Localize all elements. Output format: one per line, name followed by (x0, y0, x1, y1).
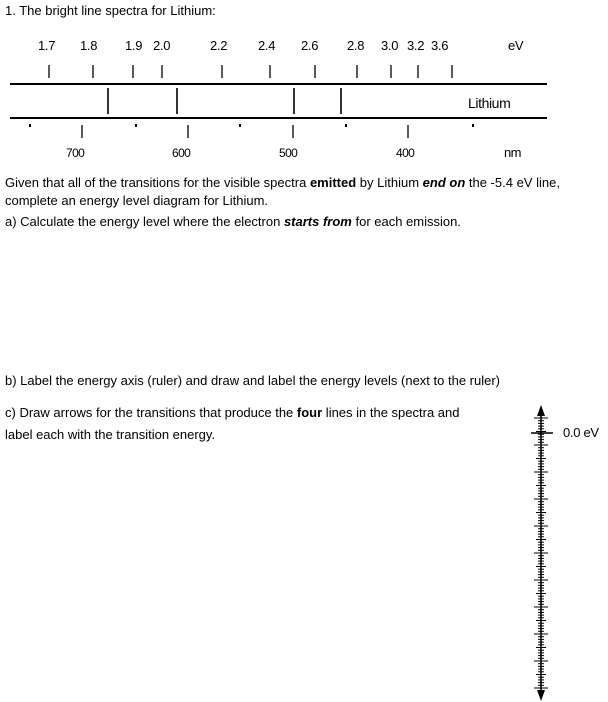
intro-line-1 (5, 174, 560, 191)
ev-tick-label: 1.7 (38, 38, 56, 53)
intro-bold: emitted (309, 175, 357, 190)
nm-tick-label: 600 (172, 146, 191, 160)
ev-tick-label: 1.8 (80, 38, 98, 53)
nm-minor-dots (29, 124, 474, 127)
part-a-bold-italic: starts from (283, 214, 352, 229)
nm-tick-label: 400 (396, 146, 415, 160)
ev-tick-label: 2.0 (153, 38, 171, 53)
part-c-line-2: label each with the transition energy. (5, 427, 216, 442)
ev-tick-label: 3.2 (407, 38, 425, 53)
part-a-text: for each emission. (351, 214, 461, 229)
ev-tick-label: 2.8 (347, 38, 365, 53)
part-c-text: c) Draw arrows for the transitions that produce the (5, 405, 297, 420)
nm-minor-tick (345, 124, 347, 127)
part-a (5, 213, 461, 230)
nm-minor-tick (135, 124, 137, 127)
spectrum-element-label: Lithium (468, 95, 511, 111)
part-c-line-1 (5, 404, 460, 421)
ev-tick-marks (49, 65, 452, 78)
nm-tick-marks (82, 125, 408, 138)
ev-tick-label: 3.0 (381, 38, 399, 53)
energy-ruler (531, 405, 553, 701)
nm-minor-tick (472, 124, 474, 127)
intro-text: Given that all of the transitions for the visible spectra (5, 175, 310, 190)
part-c-text: lines in the spectra and (322, 405, 460, 420)
nm-minor-tick (239, 124, 241, 127)
ruler-bottom-arrowhead (537, 690, 545, 701)
spectral-lines (108, 88, 341, 114)
nm-tick-label: 500 (279, 146, 298, 160)
ruler-top-arrowhead (537, 405, 545, 416)
ev-unit-label: eV (508, 38, 524, 53)
nm-unit-label: nm (504, 145, 521, 160)
intro-bold-italic: end on (422, 175, 466, 190)
ev-tick-label: 2.6 (301, 38, 319, 53)
ev-tick-label: 2.2 (210, 38, 228, 53)
part-c-bold: four (296, 405, 323, 420)
part-b: b) Label the energy axis (ruler) and draw and label the energy levels (next to the ruler) (5, 373, 500, 388)
ev-tick-label: 1.9 (125, 38, 143, 53)
part-a-text: a) Calculate the energy level where the electron (5, 214, 284, 229)
question-title: 1. The bright line spectra for Lithium: (5, 3, 216, 18)
nm-minor-tick (29, 124, 31, 127)
intro-line-2: complete an energy level diagram for Lithium. (5, 193, 269, 208)
ruler-ticks (534, 418, 548, 688)
ev-tick-label: 3.6 (431, 38, 449, 53)
ev-tick-label: 2.4 (258, 38, 276, 53)
nm-tick-label: 700 (66, 146, 85, 160)
intro-text: by Lithium (356, 175, 423, 190)
intro-text: the -5.4 eV line, (465, 175, 560, 190)
ruler-zero-label: 0.0 eV (563, 425, 599, 440)
